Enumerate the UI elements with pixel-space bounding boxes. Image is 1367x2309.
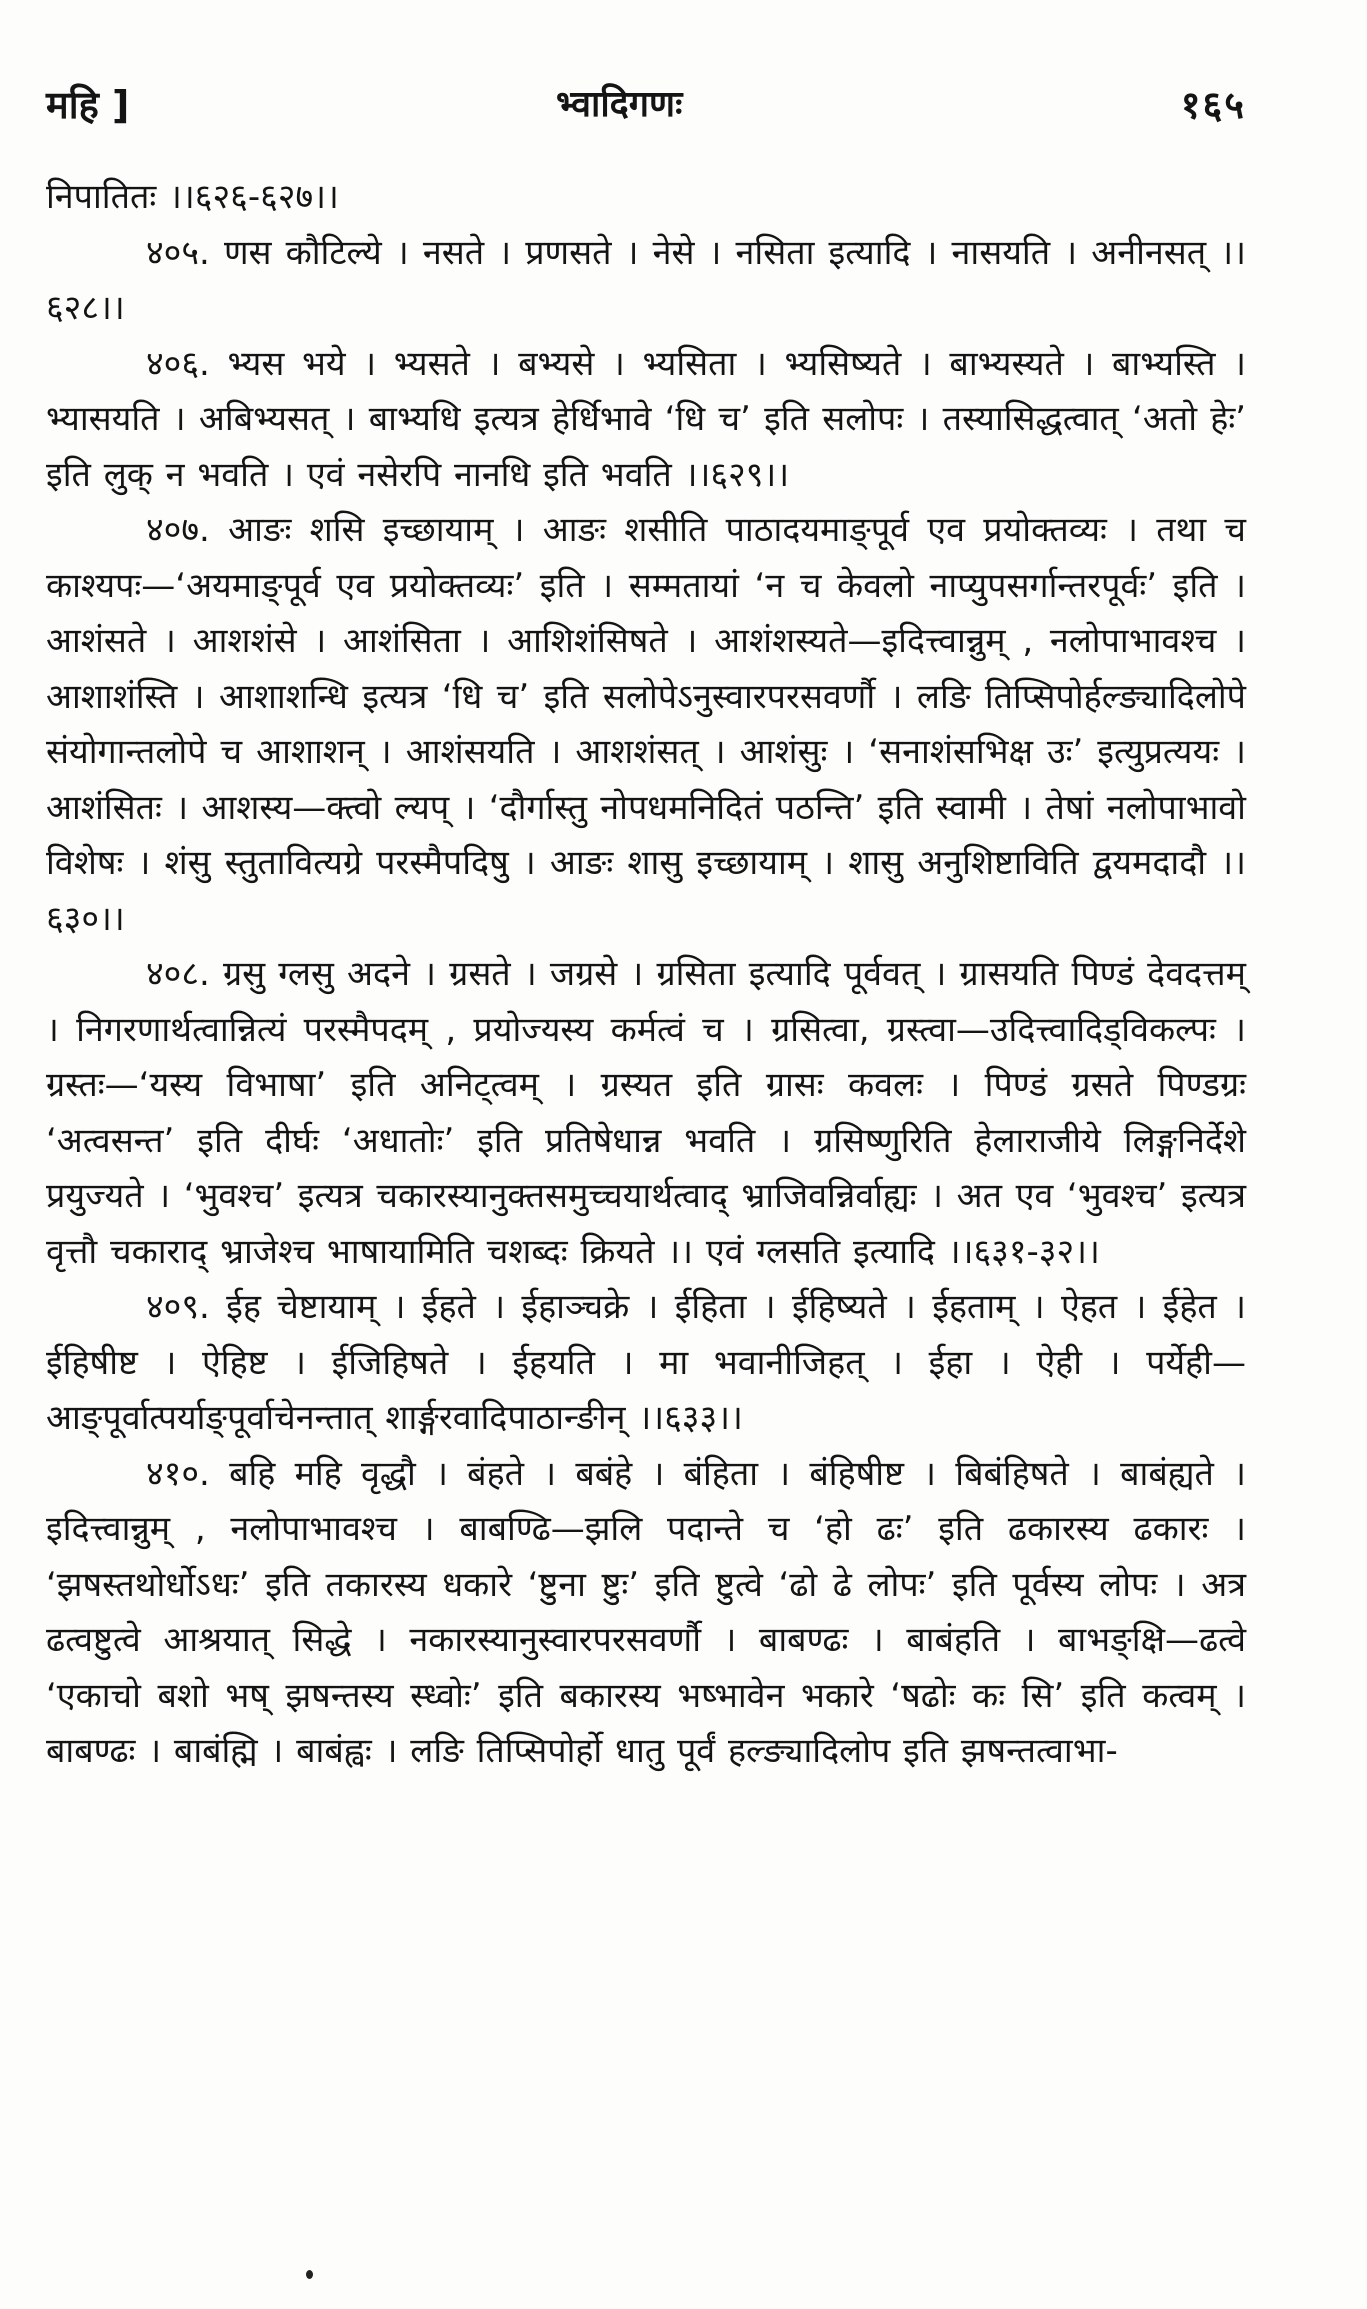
- page-header: [46, 78, 1246, 138]
- paragraph: ४१०. बहि महि वृद्धौ । बंहते । बबंहे । बंहिता । बंहिषीष्ट । बिबंहिषते । बाबंह्यते । इदित्त्वान्नुम् , नलोपाभावश्च । बाबण्ढि—झलि पदान्ते च ‘हो ढः’ इति ढकारस्य ढकारः । ‘झषस्तथोर्धोऽधः’ इति तकारस्य धकारे ‘ष्टुना ष्टुः’ इति ष्टुत्वे ‘ढो ढे लोपः’ इति पूर्वस्य लोपः । अत्र ढत्वष्टुत्वे आश्रयात् सिद्धे । नकारस्यानुस्वारपरसवर्णौ । बाबण्ढः । बाबंहति । बाभङ्क्षि—ढत्वे ‘एकाचो बशो भष् झषन्तस्य स्ध्वोः’ इति बकारस्य भष्भावेन भकारे ‘षढोः कः सि’ इति कत्वम् । बाबण्ढः । बाबंह्मि । बाबंह्वः । लङि तिप्सिपोर्हो धातु पूर्वं हल्ङ्यादिलोप इति झषन्तत्वाभा-: [46, 1453, 1246, 1771]
- ink-speck: [306, 2270, 313, 2279]
- running-title: भ्वादिगणः: [556, 84, 683, 125]
- paragraph: ४०६. भ्यस भये । भ्यसते । बभ्यसे । भ्यसिता । भ्यसिष्यते । बाभ्यस्यते । बाभ्यस्ति । भ्यासयति । अबिभ्यसत् । बाभ्यधि इत्यत्र हेर्धिभावे ‘धि च’ इति सलोपः । तस्यासिद्धत्वात् ‘अतो हेः’ इति लुक् न भवति । एवं नसेरपि नानधि इति भवति ।।६२९।।: [46, 343, 1246, 495]
- page-body: [46, 170, 1246, 1780]
- paragraph: ४०७. आङः शसि इच्छायाम् । आङः शसीति पाठादयमाङ्पूर्व एव प्रयोक्तव्यः । तथा च काश्यपः—‘अयमाङ्पूर्व एव प्रयोक्तव्यः’ इति । सम्मतायां ‘न च केवलो नाप्युपसर्गान्तरपूर्वः’ इति । आशंसते । आशशंसे । आशंसिता । आशिशंसिषते । आशंशस्यते—इदित्त्वान्नुम् , नलोपाभावश्च । आशाशंस्ति । आशाशन्धि इत्यत्र ‘धि च’ इति सलोपेऽनुस्वारपरसवर्णौ । लङि तिप्सिपोर्हल्ङ्यादिलोपे संयोगान्तलोपे च आशाशन् । आशंसयति । आशशंसत् । आशंसुः । ‘सनाशंसभिक्ष उः’ इत्युप्रत्ययः । आशंसितः । आशस्य—क्त्वो ल्यप् । ‘दौर्गास्तु नोपधमनिदितं पठन्ति’ इति स्वामी । तेषां नलोपाभावो विशेषः । शंसु स्तुतावित्यग्रे परस्मैपदिषु । आङः शासु इच्छायाम् । शासु अनुशिष्टाविति द्वयमदादौ ।।६३०।।: [46, 510, 1246, 939]
- page-number: १६५: [1180, 83, 1246, 127]
- header-left-term: महि ]: [46, 83, 130, 127]
- paragraph: ४०८. ग्रसु ग्लसु अदने । ग्रसते । जग्रसे । ग्रसिता इत्यादि पूर्ववत् । ग्रासयति पिण्डं देवदत्तम् । निगरणार्थत्वान्नित्यं परस्मैपदम् , प्रयोज्यस्य कर्मत्वं च । ग्रसित्वा, ग्रस्त्वा—उदित्त्वादिड्विकल्पः । ग्रस्तः—‘यस्य विभाषा’ इति अनिट्त्वम् । ग्रस्यत इति ग्रासः कवलः । पिण्डं ग्रसते पिण्डग्रः ‘अत्वसन्त’ इति दीर्घः ‘अधातोः’ इति प्रतिषेधान्न भवति । ग्रसिष्णुरिति हेलाराजीये लिङ्गनिर्देशे प्रयुज्यते । ‘भुवश्च’ इत्यत्र चकारस्यानुक्तसमुच्चयार्थत्वाद् भ्राजिवन्निर्वाह्यः । अत एव ‘भुवश्च’ इत्यत्र वृत्तौ चकाराद् भ्राजेश्च भाषायामिति चशब्दः क्रियते ।। एवं ग्लसति इत्यादि ।।६३१-३२।।: [46, 954, 1246, 1272]
- paragraph: ४०९. ईह चेष्टायाम् । ईहते । ईहाञ्चक्रे । ईहिता । ईहिष्यते । ईहताम् । ऐहत । ईहेत । ईहिषीष्ट । ऐहिष्ट । ईजिहिषते । ईहयति । मा भवानीजिहत् । ईहा । ऐही । पर्येही—आङ्पूर्वात्पर्याङ्पूर्वाचेनन्तात् शार्ङ्गरवादिपाठान्ङीन् ।।६३३।।: [46, 1287, 1246, 1438]
- paragraph: निपातितः ।।६२६-६२७।।: [46, 177, 339, 217]
- paragraph: ४०५. णस कौटिल्ये । नसते । प्रणसते । नेसे । नसिता इत्यादि । नासयति । अनीनसत् ।।६२८।।: [46, 232, 1246, 328]
